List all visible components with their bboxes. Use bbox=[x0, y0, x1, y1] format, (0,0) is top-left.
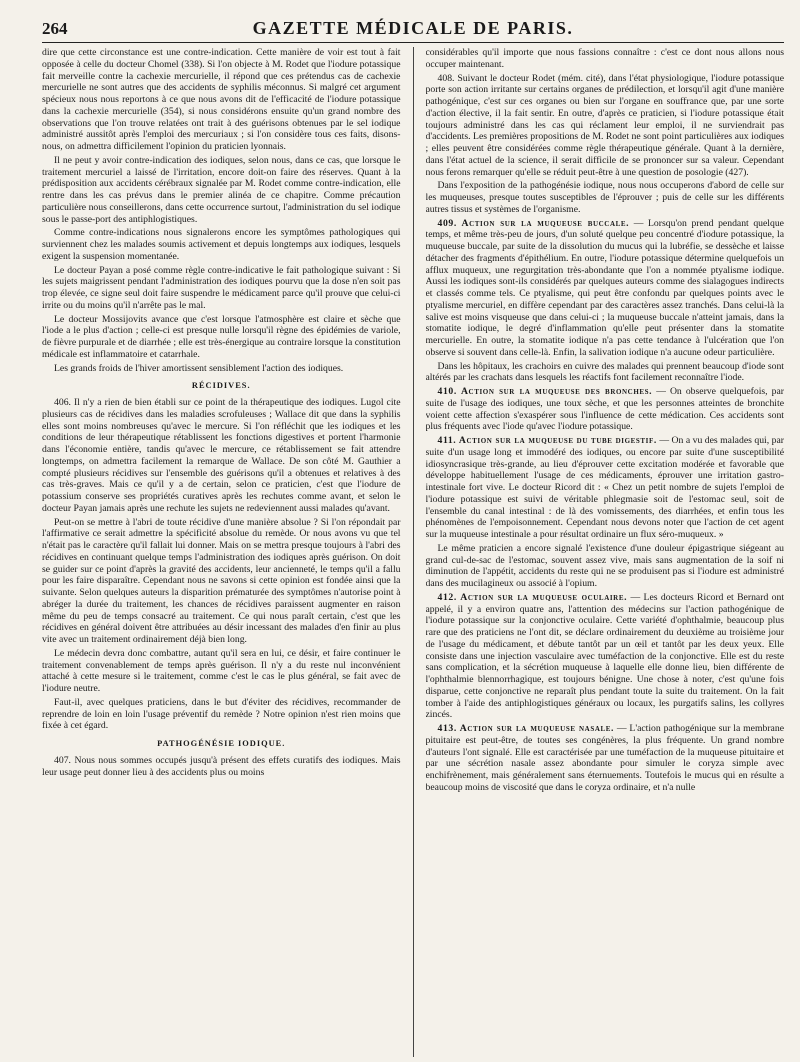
paragraph: Dans les hôpitaux, les crachoirs en cuivre des malades qui prennent beaucoup d'iode sont altérés par les crachats dans lesquels les réactifs font facilement reconnaître l'iode. bbox=[425, 360, 784, 384]
paragraph: Comme contre-indications nous signalerons encore les symptômes pathologiques qui surviennent chez les malades soumis activement et depuis longtemps aux iodiques, lesquels exigent la suspension momentanée. bbox=[42, 227, 401, 262]
subsection-title-410: 410. Action sur la muqueuse des bronches. bbox=[437, 386, 653, 397]
subsection-title-412: 412. Action sur la muqueuse oculaire. bbox=[437, 591, 628, 603]
paragraph-409 bbox=[426, 218, 785, 359]
paragraph-body: — Les docteurs Ricord et Bernard ont appelé, il y a environ quatre ans, l'attention des médecins sur l'action pathogénique de l'iodure potassique sur la conjonctive oculaire. Cette variété d'ophthalmie, beaucoup plus rare que des praticiens ne l'ont dit, se déclare ordinairement du deuxième au troisième jour de l'usage du médicament, et débute tantôt par un œil et tantôt par les deux yeux. Elle consiste dans une injection vasculaire avec tuméfaction de la conjonctive. Elle est du reste sans complication, et la sécrétion muqueuse à laquelle elle donne lieu, bien différente de l'ophthalmie blennorrhagique, est toujours bénigne. Une chose à noter, c'est qu'une fois disparue, cette conjonctive ne reparaît plus pendant toute la suite du traitement. On la fait tomber à l'aide des antiphlogistiques généraux ou locaux, les purgatifs salins, les collyres zincés. bbox=[425, 591, 784, 721]
subsection-title-409: 409. Action sur la muqueuse buccale. bbox=[437, 217, 630, 229]
paragraph: Peut-on se mettre à l'abri de toute récidive d'une manière absolue ? Si l'on répondait par l'affirmative ce serait admettre la spécificité absolue du remède. Or nous avons vu que tel n'était pas le caractère qu'il fallait lui donner. Mais on se mettra presque toujours à l'abri des récidives en continuant quelque temps l'administration des iodiques après guérison. On doit se guider sur ce point d'après la gravité des accidents, leur ancienneté, le temps qu'il a fallu pour les faire disparaître. Cependant nous ne savons si cette opinion est fondée ainsi que la suivante. Selon quelques auteurs la disparition prématurée des symptômes n'autorise point à abréger la durée du traitement, les chances de récidives paraissent augmenter en raison même du peu de temps consacré au traitement. Ce qui nous paraît certain, c'est que les récidives en général doivent être attribuées au désir incessant des malades d'en finir au plus vite avec un traitement ordinairement déjà bien long. bbox=[42, 516, 401, 645]
paragraph: Faut-il, avec quelques praticiens, dans le but d'éviter des récidives, recommander de reprendre de loin en loin l'usage préventif du remède ? Notre opinion n'est rien moins que fixée à cet égard. bbox=[42, 696, 401, 732]
paragraph-body: — On observe quelquefois, par suite de l'usage des iodiques, une toux sèche, et que les personnes atteintes de bronchite voient cette affection s'exaspérer sous l'influence de cette médication. Ces accidents sont plus fréquents avec l'iode qu'avec l'iodure potassique. bbox=[425, 386, 784, 433]
paragraph: 408. Suivant le docteur Rodet (mém. cité), dans l'état physiologique, l'iodure potassique porte son action irritante sur certains organes de prédilection, et lorsqu'il agit d'une manière pathogénique, c'est sur ces organes ou bien sur l'organe en souffrance que, par une sorte d'action élective, il la fait sentir. En outre, d'après ce praticien, si l'iodure potassique était toujours administré dans les cas qui réclament leur emploi, il ne surviendrait pas d'accidents. Les premières propositions de M. Rodet ne sont point particulières aux iodiques ; elles peuvent être considérées comme règle thérapeutique générale. Quant à la dernière, dans l'état actuel de la science, il serait difficile de se prononcer sur sa valeur. Cependant nous ferons remarquer qu'elle se réduit peut-être à une question de posologie (427). bbox=[425, 72, 784, 178]
paragraph-410 bbox=[426, 386, 785, 433]
column-divider bbox=[413, 47, 414, 1057]
page-header bbox=[42, 18, 784, 43]
paragraph: dire que cette circonstance est une contre-indication. Cette manière de voir est tout à fait opposée à celle du docteur Chomel (338). Si l'on objecte à M. Rodet que l'iodure potassique fait merveille contre la cachexie mercurielle, il répond que ces prétendus cas de cachexie mercurielle ne sont autres que des accidents de syphilis méconnus. Si malgré cet argument spécieux nous nous reportons à ce que nous avons dit de l'efficacité de l'iodure potassique dans la cachexie mercurielle (354), si nous considérons ensuite qu'un grand nombre des observations que l'on trouve relatées ont trait à des guérisons obtenues par le sel iodique administré aussitôt après l'emploi des mercuriaux ; si l'on considère tous ces faits, disons-nous, on admettra difficilement l'opinion du praticien lyonnais. bbox=[42, 47, 401, 152]
paragraph: Le docteur Mossijovits avance que c'est lorsque l'atmosphère est claire et sèche que l'iode a le plus d'action ; celle-ci est presque nulle lorsqu'il règne des épidémies de variole, de fièvre purpurale et de diarrhée ; elle est très-énergique au contraire lorsque la constitution médicale est inflammatoire et catarrhale. bbox=[42, 313, 401, 360]
paragraph: considérables qu'il importe que nous fassions connaître : c'est ce dont nous allons nous occuper maintenant. bbox=[425, 47, 784, 70]
paragraph: Les grands froids de l'hiver amortissent sensiblement l'action des iodiques. bbox=[54, 362, 344, 374]
paragraph-412 bbox=[426, 592, 785, 721]
paragraph: Le médecin devra donc combattre, autant qu'il sera en lui, ce désir, et faire continuer le traitement convenablement de temps après guérison. Il n'y a du reste nul inconvénient attaché à cette mesure si le traitement, comme c'est le cas le plus général, se fait avec de l'iodure neutre. bbox=[42, 647, 401, 694]
paragraph: Il ne peut y avoir contre-indication des iodiques, selon nous, dans ce cas, que lorsque le traitement mercuriel a laissé de l'irritation, encore doit-on faire des réserves. Quant à la prédisposition aux accidents cérébraux signalée par M. Rodet comme contre-indication, elle rentre dans les cas prévus dans le premier alinéa de ce chapitre. Comme précaution particulière nous conseillerons, dans cette occurrence surtout, l'administration du sel iodique sous le passe-port des antiphlogistiques. bbox=[42, 154, 401, 225]
paragraph: Dans l'exposition de la pathogénésie iodique, nous nous occuperons d'abord de celle sur les muqueuses, presque toutes susceptibles de l'éprouver ; puis de celle sur les différents autres tissus et systèmes de l'organisme. bbox=[425, 180, 784, 215]
paragraph: Le docteur Payan a posé comme règle contre-indicative le fait pathologique suivant : Si les sujets maigrissent pendant l'administration des iodiques pourvu que la dose n'en soit pas trop élevée, ce signe seul doit faire suspendre le médicament parce qu'il prouve que celui-ci irrite ou du moins qu'il n'arrête pas le mal. bbox=[42, 264, 401, 311]
subsection-title-413: 413. Action sur la muqueuse nasale. bbox=[437, 723, 615, 734]
paragraph-413 bbox=[426, 723, 785, 794]
paragraph: 407. Nous nous sommes occupés jusqu'à présent des effets curatifs des iodiques. Mais leur usage peut donner lieu à des accidents plus ou moins bbox=[42, 754, 401, 778]
paragraph: Le même praticien a encore signalé l'existence d'une douleur épigastrique siégeant au grand cul-de-sac de l'estomac, souvent assez vive, mais sans augmentation de la soif ni diminution de l'appétit, accidents du reste qui ne se produisent pas si l'iodure est administré dans des mucilagineux ou associé à l'opium. bbox=[425, 542, 784, 589]
paragraph: 406. Il n'y a rien de bien établi sur ce point de la thérapeutique des iodiques. Lugol cite plusieurs cas de récidives dans les maladies scrofuleuses ; Wallace dit que dans la syphilis elles sont moins nombreuses qu'avec le mercure. Si l'on réfléchit que les iodiques et les conditions de leur thérapeutique rétablissent les fonctions digestives et portent l'harmonie dans l'économie entière, tandis qu'avec le mercure, ce rétablissement se fait attendre longtemps, on admettra facilement la remarque de Wallace. De son côté M. Gauthier a compté plusieurs récidives sur l'ensemble des guérisons qu'il a obtenues et relatives à des cas très-graves. Mais ce qu'il y a de certain, selon ce praticien, c'est que l'iodure de potassium conserve ses propriétés curatives après les rechutes comme avant, et selon le docteur Payan jamais après une rechute les sujets ne redeviennent aussi malades qu'avant. bbox=[42, 397, 401, 514]
paragraph-body: — Lorsqu'on prend pendant quelque temps, et même très-peu de jours, d'un soluté quelque peu concentré d'iodure potassique, la muqueuse buccale, par suite de la dissolution du mucus qui la lubréfie, se dessèche et laisse détacher des fragments d'épithélium. En outre, l'iodure potassique détermine quelquefois un afflux muqueux, une regurgitation très-abondante que l'on a nommée ptyalisme iodique. Aussi les iodiques sont-ils considérés par quelques auteurs comme des sialagogues indirects et classés comme tels. Ce ptyalisme, qui peut être confondu par quelques points avec le ptyalisme mercuriel, en diffère cependant par des caractères assez tranchés. Dans celui-là la salive est moins visqueuse que dans celui-ci ; la muqueuse buccale n'atteint jamais, dans la stomatite iodique, le degré d'inflammation qu'elle peut présenter dans la stomatite mercurielle. En outre, la stomatite iodique n'a pas cette tendance à l'ulcération que l'on observe si souvent dans celle-là. Enfin, la salivation iodique n'a aucune odeur particulière. bbox=[425, 217, 784, 358]
paragraph-body: — L'action pathogénique sur la membrane pituitaire est peut-être, de toutes ses congénères, la plus fréquente. Un grand nombre d'auteurs l'ont signalé. Elle est caractérisée par une tuméfaction de la muqueuse pituitaire et par une sécrétion nasale assez abondante pour simuler le coryza simple avec enchifrènement, mais généralement sans éternuements. Toutefois le mucus qui en résulte a beaucoup moins de viscosité que dans le coryza ordinaire, et n'a nulle bbox=[425, 723, 784, 793]
right-column bbox=[426, 47, 785, 1057]
subsection-title-411: 411. Action sur la muqueuse du tube digestif. bbox=[437, 435, 657, 446]
text-columns bbox=[42, 47, 784, 1057]
section-heading-recidives: RÉCIDIVES. bbox=[191, 381, 251, 391]
page-number: 264 bbox=[42, 19, 68, 38]
section-heading-pathogenesie: PATHOGÉNÉSIE IODIQUE. bbox=[157, 739, 286, 748]
left-column bbox=[42, 47, 401, 1057]
paragraph-411 bbox=[426, 435, 785, 541]
paragraph-body: — On a vu des malades qui, par suite d'un usage long et immodéré des iodiques, ou encore par suite d'une susceptibilité idiosyncrasique très-grande, au lieu d'éprouver cette excitation modérée et favorable que développe habituellement l'usage de ces médicaments, éprouver une irritation gastro-intestinale fort vive. Le docteur Ricord dit : « Chez un petit nombre de sujets l'emploi de l'iodure potassique est suivi de véritable phlegmasie soit de l'estomac seul, soit de l'ensemble du canal intestinal : de là des vomissements, des diarrhées, et enfin tous les phénomènes de l'empoisonnement. Cependant nous devons noter que l'action de cet agent sur la muqueuse intestinale a pour résultat ordinaire un flux séro-muqueux. » bbox=[425, 435, 784, 540]
journal-title: GAZETTE MÉDICALE DE PARIS. bbox=[252, 18, 574, 38]
